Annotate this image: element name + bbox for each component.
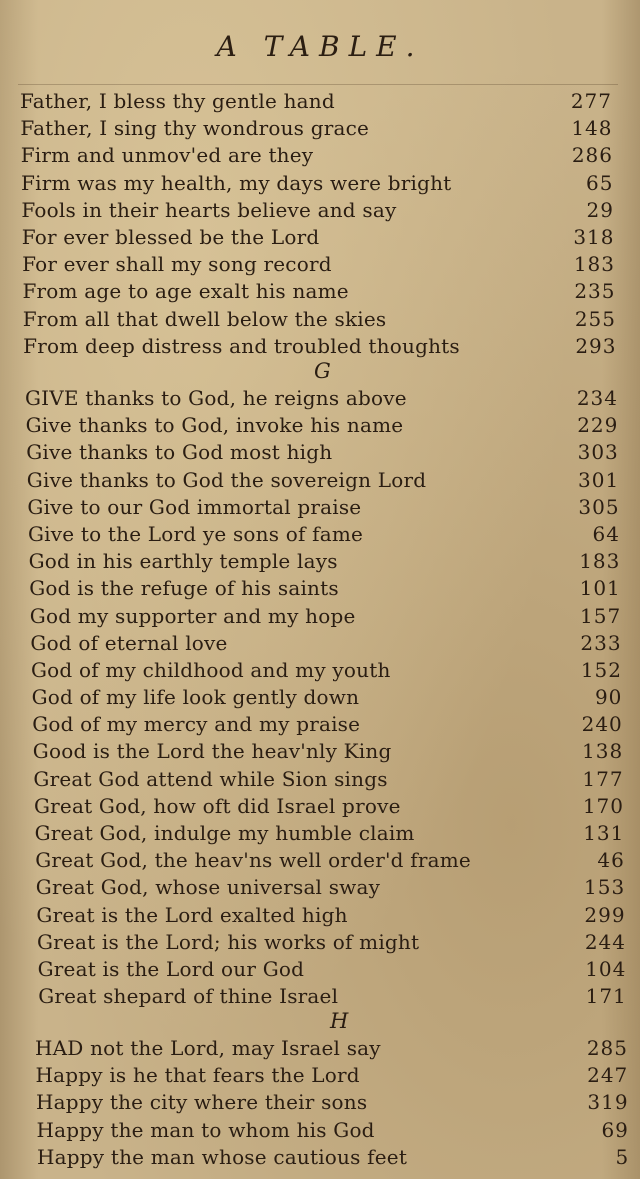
page-number: 301 — [578, 467, 620, 492]
page-number: 101 — [579, 576, 621, 601]
index-entry — [0, 1117, 640, 1144]
title-divider — [18, 84, 618, 85]
page-number: 170 — [582, 793, 624, 818]
index-entry — [0, 385, 640, 412]
page-number: 65 — [586, 170, 614, 195]
page-number: 277 — [570, 89, 612, 113]
page-number: 5 — [615, 1144, 630, 1169]
page-number: 148 — [571, 116, 613, 141]
first-line-text: Great is the Lord exalted high — [36, 902, 348, 927]
first-line-text: God is the refuge of his saints — [29, 576, 339, 601]
index-entry — [0, 1035, 640, 1062]
page-number: 299 — [584, 902, 626, 927]
page-number: 131 — [583, 821, 625, 845]
page-number: 171 — [585, 984, 627, 1009]
page-number: 183 — [579, 549, 621, 574]
first-line-text: God in his earthly temple lays — [28, 549, 338, 574]
index-entry — [0, 115, 640, 142]
first-line-text: For ever shall my song record — [22, 252, 332, 277]
page-number: 104 — [585, 956, 627, 981]
index-entry — [0, 251, 640, 278]
first-line-text: Firm was my health, my days were bright — [21, 170, 452, 195]
page-number: 318 — [573, 224, 615, 249]
index-entry — [0, 439, 640, 466]
index-entry — [0, 793, 640, 820]
index-entry — [0, 738, 640, 765]
page-number: 153 — [584, 875, 626, 900]
index-entry — [0, 548, 640, 575]
index-entry — [0, 1062, 640, 1089]
first-line-text: Give thanks to God the sovereign Lord — [26, 467, 427, 492]
first-line-text: Great God attend while Sion sings — [33, 766, 388, 791]
first-line-text: Give thanks to God most high — [26, 440, 333, 465]
page-title: A TABLE. — [216, 30, 424, 63]
section-letter-text: H — [330, 1009, 349, 1033]
page-number: 286 — [571, 143, 613, 168]
page-number: 233 — [580, 630, 622, 655]
first-line-text: Fools in their hearts believe and say — [21, 197, 397, 222]
first-line-text: Happy the city where their sons — [36, 1090, 368, 1115]
page-number: 234 — [576, 386, 618, 410]
first-line-text: God of my life look gently down — [31, 685, 360, 710]
index-entry — [0, 412, 640, 439]
section-g — [0, 358, 640, 1010]
page-number: 152 — [580, 657, 622, 682]
first-line-text: Good is the Lord the heav'nly King — [32, 739, 392, 764]
page-number: 255 — [574, 306, 616, 331]
index-entry — [0, 929, 640, 956]
page-number: 285 — [586, 1036, 628, 1060]
page-number: 69 — [601, 1117, 629, 1142]
first-line-text: Give thanks to God, invoke his name — [25, 413, 404, 438]
first-line-text: Father, I sing thy wondrous grace — [20, 116, 370, 141]
page-number: 157 — [580, 603, 622, 628]
index-entry — [0, 278, 640, 305]
page-number: 177 — [582, 766, 624, 791]
first-line-text: Great God, indulge my humble claim — [34, 821, 415, 845]
index-entry — [0, 494, 640, 521]
page-number: 240 — [581, 712, 623, 737]
first-line-text: From deep distress and troubled thoughts — [23, 333, 460, 358]
first-line-text: God of my childhood and my youth — [31, 657, 391, 682]
index-entry — [0, 467, 640, 494]
first-line-text: Happy the man whose cautious feet — [37, 1144, 408, 1169]
index-entry — [0, 630, 640, 657]
first-line-text: Great God, how oft did Israel prove — [34, 793, 401, 818]
section-f — [0, 88, 640, 360]
index-entry — [0, 820, 640, 847]
index-entry — [0, 956, 640, 983]
first-line-text: Great is the Lord; his works of might — [37, 929, 420, 954]
index-entry — [0, 1089, 640, 1116]
page-number: 244 — [584, 929, 626, 954]
index-entry — [0, 224, 640, 251]
first-line-text: GIVE thanks to God, he reigns above — [25, 386, 407, 410]
index-entry — [0, 170, 640, 197]
first-line-text: Great shepard of thine Israel — [38, 984, 339, 1009]
first-line-text: Firm and unmov'ed are they — [20, 143, 314, 168]
first-line-text: Happy is he that fears the Lord — [35, 1063, 360, 1088]
index-entry — [0, 603, 640, 630]
section-letter-text: G — [314, 359, 331, 383]
index-entry — [0, 333, 640, 360]
page-number: 303 — [577, 440, 619, 465]
page-number: 90 — [594, 685, 623, 710]
section-letter — [0, 1008, 640, 1035]
section-letter — [0, 358, 640, 385]
page-number: 46 — [597, 848, 625, 873]
index-entry — [0, 1144, 640, 1171]
page-number: 229 — [577, 413, 619, 438]
first-line-text: Great God, the heav'ns well order'd frame — [35, 848, 471, 873]
page-number: 247 — [587, 1063, 629, 1088]
index-entry — [0, 521, 640, 548]
first-line-text: For ever blessed be the Lord — [21, 224, 320, 249]
page-number: 138 — [582, 739, 624, 764]
index-entry — [0, 711, 640, 738]
index-entry — [0, 142, 640, 169]
index-entry — [0, 684, 640, 711]
page-number: 29 — [586, 197, 614, 222]
first-line-text: Give to our God immortal praise — [27, 494, 362, 519]
page-number: 305 — [578, 494, 620, 519]
index-entry — [0, 306, 640, 333]
page-number: 183 — [573, 252, 615, 277]
first-line-text: God of my mercy and my praise — [32, 712, 361, 737]
index-entry — [0, 766, 640, 793]
page-number: 64 — [592, 521, 620, 546]
section-h — [0, 1008, 640, 1171]
first-line-text: From age to age exalt his name — [22, 279, 349, 304]
first-line-text: God of eternal love — [30, 630, 228, 655]
first-line-text: Great is the Lord our God — [37, 956, 305, 981]
index-entry — [0, 902, 640, 929]
index-entry — [0, 197, 640, 224]
index-entry — [0, 847, 640, 874]
first-line-text: Give to the Lord ye sons of fame — [28, 521, 364, 546]
first-line-text: God my supporter and my hope — [29, 603, 356, 628]
page-number: 235 — [574, 279, 616, 304]
index-entry — [0, 575, 640, 602]
index-entry — [0, 88, 640, 115]
first-line-text: Happy the man to whom his God — [36, 1117, 375, 1142]
index-entry — [0, 657, 640, 684]
first-line-text: From all that dwell below the skies — [22, 306, 387, 331]
index-entry — [0, 874, 640, 901]
index-entry — [0, 983, 640, 1010]
page-number: 319 — [587, 1090, 629, 1115]
first-line-text: Great God, whose universal sway — [35, 875, 381, 900]
page-number: 293 — [575, 333, 617, 358]
first-line-text: HAD not the Lord, may Israel say — [35, 1036, 381, 1060]
first-line-text: Father, I bless thy gentle hand — [20, 89, 335, 113]
